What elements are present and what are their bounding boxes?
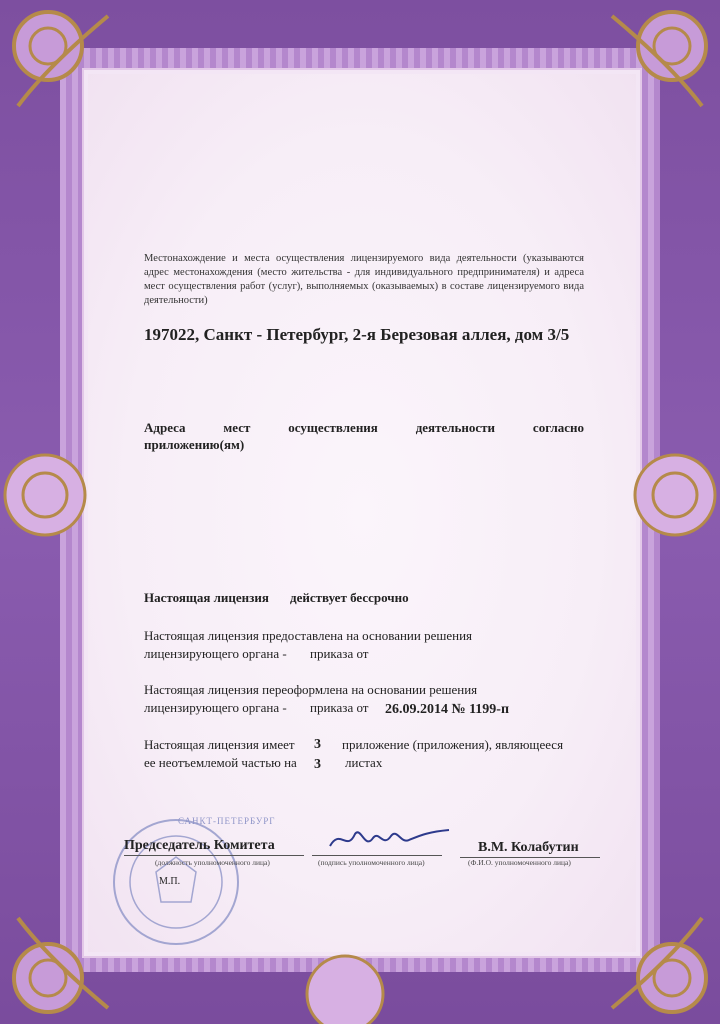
side-ornament-icon xyxy=(630,450,720,540)
reissued-line1: Настоящая лицензия переоформлена на основании решения xyxy=(144,682,478,697)
stamp-text: САНКТ-ПЕТЕРБУРГ xyxy=(178,816,276,826)
granted-line1: Настоящая лицензия предоставлена на основании решения xyxy=(144,628,473,643)
granted-order: приказа от xyxy=(310,646,369,661)
signature-caption: (подпись уполномоченного лица) xyxy=(318,858,425,867)
sheets-prefix: ее неотъемлемой частью на xyxy=(144,755,297,770)
location-header: Местонахождение и места осуществления лицензируемого вида деятельности (указываются адрес местонахождения (место жительства - для индивидуального предпринимателя) и адреса мест осуществления работ (услуг), выполняемых (оказываемых) в составе лицензируемого вида деятельности) xyxy=(144,253,584,306)
addresses-label-line2: приложению(ям) xyxy=(144,437,245,452)
annex-suffix: приложение (приложения), являющееся xyxy=(342,737,564,752)
reissued-line2: лицензирующего органа - xyxy=(144,700,287,715)
position-caption: (должность уполномоченного лица) xyxy=(155,858,270,867)
addresses-label-line1: Адреса мест осуществления деятельности согласно xyxy=(144,420,584,435)
handwritten-signature-icon xyxy=(325,822,455,856)
position-line xyxy=(124,855,304,856)
side-ornament-icon xyxy=(0,450,90,540)
validity-label: Настоящая лицензия xyxy=(144,590,269,605)
annex-prefix: Настоящая лицензия имеет xyxy=(144,737,295,752)
annex-count: 3 xyxy=(314,737,321,752)
signatory-name: В.М. Колабутин xyxy=(478,840,579,855)
reissued-order: приказа от xyxy=(310,700,369,715)
reissued-date-number: 26.09.2014 № 1199-п xyxy=(385,702,510,717)
sheets-suffix: листах xyxy=(345,755,383,770)
stamp-place: М.П. xyxy=(159,876,181,887)
address-value: 197022, Санкт - Петербург, 2-я Березовая аллея, дом 3/5 xyxy=(144,325,570,344)
name-caption: (Ф.И.О. уполномоченного лица) xyxy=(468,858,571,867)
bottom-ornament-icon xyxy=(300,934,390,1024)
signatory-position: Председатель Комитета xyxy=(124,838,275,853)
signature-line xyxy=(312,855,442,856)
validity-value: действует бессрочно xyxy=(290,590,409,605)
sheets-count: 3 xyxy=(314,757,321,772)
granted-line2: лицензирующего органа - xyxy=(144,646,287,661)
